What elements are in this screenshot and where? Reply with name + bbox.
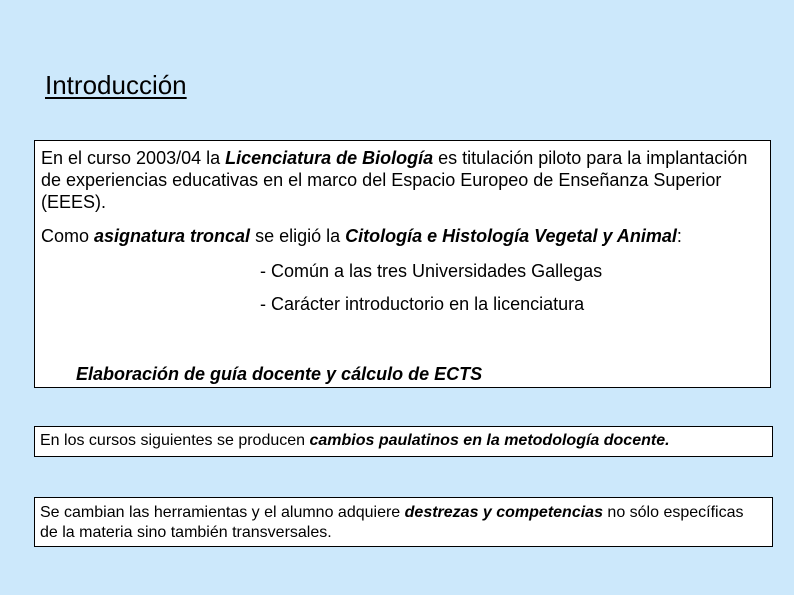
skills-emphasis: destrezas y competencias: [404, 504, 603, 521]
bullet-item: - Común a las tres Universidades Gallegas: [260, 261, 603, 281]
subject-paragraph: [41, 225, 682, 247]
intro-text-2: es titulación piloto para la implantación de experiencias educativas en el marco del Espacio Europeo de Enseñanza Superior (EEES).: [41, 148, 748, 212]
methodology-box: [34, 426, 773, 457]
core-subject-label: asignatura troncal: [94, 226, 251, 246]
bullet-item: - Carácter introductorio en la licenciatura: [260, 294, 585, 314]
subject-name: Citología e Histología Vegetal y Animal: [345, 226, 677, 246]
conclusion-text: Elaboración de guía docente y cálculo de ECTS: [76, 364, 483, 384]
slide-title: Introducción: [45, 70, 187, 100]
intro-text-1: En el curso 2003/04 la: [41, 148, 226, 168]
intro-box: [34, 140, 771, 388]
degree-name: Licenciatura de Biología: [225, 148, 434, 168]
skills-box: [34, 497, 773, 547]
skills-text-2: no sólo específicas de la materia sino también transversales.: [40, 504, 744, 541]
skills-text: [40, 503, 765, 543]
intro-paragraph: [41, 147, 761, 213]
subject-text-1: Como: [41, 226, 95, 246]
methodology-emphasis: cambios paulatinos en la metodología docente.: [309, 432, 670, 449]
methodology-text: [40, 431, 670, 451]
skills-text-1: Se cambian las herramientas y el alumno adquiere: [40, 504, 405, 521]
subject-text-2: se eligió la: [250, 226, 346, 246]
subject-text-3: :: [676, 226, 682, 246]
methodology-text-1: En los cursos siguientes se producen: [40, 432, 310, 449]
